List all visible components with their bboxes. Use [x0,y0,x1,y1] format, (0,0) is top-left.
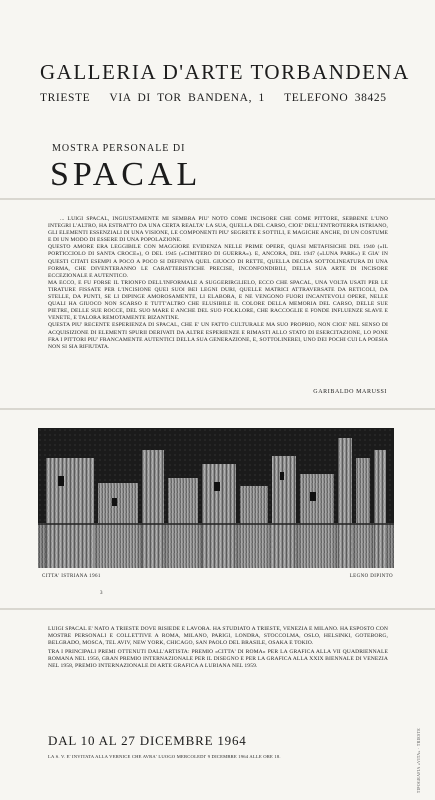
statement-paragraph: QUESTO AMORE ERA LEGGIBILE CON MAGGIORE EVIDENZA NELLE PRIME OPERE, QUASI METAFISICHE DEL 1940 («IL PORTICCIOLO DI SANTA CROCE»), O DEL 1945 («CIMITERO DI GUERRA»). E, ANCORA, DEL 1947 («LUNA PARK») E GIA' IN QUESTI CITATI ESEMPI A POCO A POCO SI DEFINIVA QUEL GIUOCO DI RETTE, QUELLA DECISA SOTTOLINEATURA DI UNA FORMA, CHE DIVENTERANNO LE CARATTERISTICHE PRECISE, INCONFONDIBILI, DELLA SUA ARTE DI INCISORE ECCEZIONALE E AUTENTICO. [48,244,388,279]
bio-paragraph: TRA I PRINCIPALI PREMI OTTENUTI DALL'ARTISTA: PREMIO «CITTA' DI ROMA» PER LA GRAFICA ALLA VII QUADRIENNALE ROMANA NEL 1956, GRAN PREMIO INTERNAZIONALE PER IL DISEGNO E PER LA GRAFICA ALLA XXIX BIENNALE DI VENEZIA NEL 1958, PREMIO INTERNAZIONALE DI ARTE GRAFICA A LUBIANA NEL 1959. [48,649,388,670]
printer-credit: TIPOGRAFIA «VITA» · TRIESTE [416,728,421,794]
statement-paragraph: MA ECCO, E FU FORSE IL TRIONFO DELL'INFORMALE A SUGGERIRGLIELO, ECCO CHE SPACAL, UNA VOLTA USATI PER LE TIRATURE FISSATE PER L'INCISIONE QUEI SUOI BEI LEGNI DURI, QUELLE MATRICI ATTRAVERSATE DA RETICOLI, DA STELLE, DA PUNTI, SE LI DIPINGE AMOROSAMENTE, LI ELABORA, E NE VENGONO FUORI INCANTEVOLI OPERE, NELLE QUALI HA GIUOCO NON SCARSO E TUTT'ALTRO CHE ELUSIBILE IL COLORE DELLA MEMORIA DEL CARSO, DELLE SUE PIETRE, DELLE SUE ROCCE, DEL SUO MARE E ANCHE DEL SUO FOLKLORE, CHE RACCOGLIE E FONDE INFLUENZE SLAVE E VENETE, E TALORA REMOTAMENTE BIZANTINE. [48,279,388,322]
artwork-reproduction [38,428,394,568]
artwork-title-caption: CITTA' ISTRIANA 1961 [42,574,101,579]
page-mark: 3 [100,591,103,596]
artwork-panel [0,410,435,608]
artist-name: SPACAL [50,156,202,193]
bio-panel [0,610,435,800]
address-street: VIA DI TOR BANDENA, 1 [109,92,265,104]
address-city: TRIESTE [40,92,91,104]
artwork-woodcut-image [38,428,394,568]
artist-biography [48,626,388,671]
exhibition-subtitle: MOSTRA PERSONALE DI [52,143,186,154]
statement-panel [0,200,435,408]
header-panel [0,0,435,198]
statement-paragraph: QUESTA PIU' RECENTE ESPERIENZA DI SPACAL, CHE E' UN FATTO CULTURALE MA SUO PROPRIO, NON CIOE' NEL SENSO DI ACQUISIZIONE DI ELEMENTI SPURII DERIVATI DA ALTRE ESPERIENZE E RIMASTI ALLO STATO DI ESERCITAZIONE, LO PONE FRA I PITTORI PIU' FRANCAMENTE AUTENTICI DELLA SUA GENERAZIONE, E, SOTTOLINEREI, UNO DEI POCHI CUI LA POESIA NON SI SIA RIFIUTATA. [48,322,388,350]
bio-paragraph: LUIGI SPACAL E' NATO A TRIESTE DOVE RISIEDE E LAVORA. HA STUDIATO A TRIESTE, VENEZIA E MILANO. HA ESPOSTO CON MOSTRE PERSONALI E COLLETTIVE A ROMA, MILANO, PARIGI, LONDRA, STOCCOLMA, OSLO, HELSINKI, GOTEBORG, BELGRADO, MOSCA, TEL AVIV, NEW YORK, CHICAGO, SAN PAOLO DEL BRASILE, OSAKA E TOKIO. [48,626,388,647]
statement-paragraph: ... LUIGI SPACAL, INGIUSTAMENTE MI SEMBRA PIU' NOTO COME INCISORE CHE COME PITTORE, SEBBENE L'UNO INTEGRI L'ALTRO, HA ESTRATTO DA UNA CERTA REALTA' LA SUA, QUELLA DEL CARSO, CIOE' DELL'ENTROTERRA ISTRIANO, GLI ELEMENTI ESSENZIALI DI UNA VISIONE, LE COMPONENTI PIU' SEGRETE E SOTTILI, E MAGICHE ANCHE, DI UN COSTUME E DI UN MODO DI ESSERE DI UNA POPOLAZIONE. [48,216,388,244]
gallery-address [40,92,387,104]
opening-invitation: LA S. V. E' INVITATA ALLA VERNICE CHE AVRA' LUOGO MERCOLEDI' 9 DICEMBRE 1964 ALLE ORE 18. [48,754,281,759]
critic-statement [48,216,388,351]
gallery-name: GALLERIA D'ARTE TORBANDENA [40,60,410,84]
address-phone: TELEFONO 38425 [284,92,387,104]
exhibition-dates: DAL 10 AL 27 DICEMBRE 1964 [48,733,247,748]
critic-signature: GARIBALDO MARUSSI [313,389,387,395]
artwork-medium-caption: LEGNO DIPINTO [349,574,393,579]
